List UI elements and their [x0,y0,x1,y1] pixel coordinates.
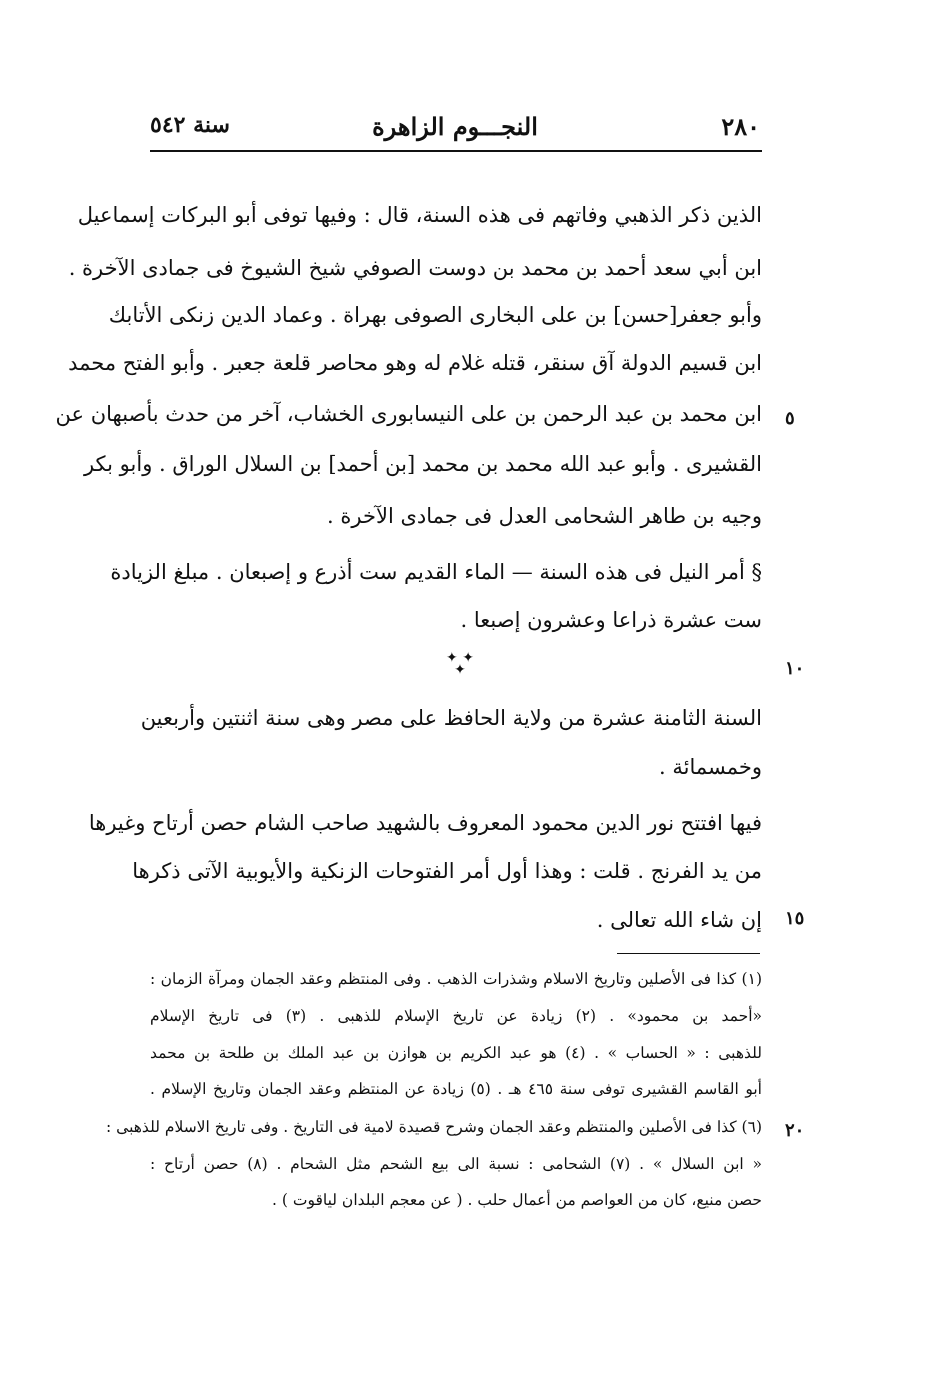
body-line: الذين ذكر الذهبي وفاتهم فى هذه السنة، قال : وفيها توفى أبو البركات إسماعيل [77,203,762,227]
header-rule [150,150,762,152]
body-line: ابن أبي سعد أحمد بن محمد بن دوست الصوفي شيخ الشيوخ فى جمادى الآخرة . [68,256,762,280]
footnote-line: حصن منيع، كان من العواصم من أعمال حلب . ( عن معجم البلدان لياقوت ) . [272,1191,762,1209]
body-line: وأبو جعفر[حسن] بن على البخارى الصوفى بهراة . وعماد الدين زنكى الأتابك [108,303,762,327]
footnote-line: للذهبى : « الحساب » . (٤) هو عبد الكريم بن هوازن بن عبد الملك بن طلحة بن محمد [150,1044,762,1062]
running-title: النجـــوم الزاهرة [372,112,538,141]
body-line: ست عشرة ذراعا وعشرون إصبعا . [460,608,762,632]
section-separator: ✦ ✦ ✦ [446,650,474,678]
body-line: فيها افتتح نور الدين محمود المعروف بالشهيد صاحب الشام حصن أرتاح وغيرها [88,811,762,835]
footnote-line: أبو القاسم القشيرى توفى سنة ٤٦٥ هـ . (٥) زيادة عن المنتظم وعقد الجمان وتاريخ الإسلام . [150,1080,762,1098]
page-number: ٢٨٠ [721,112,760,141]
margin-line-number: ٥ [785,408,795,429]
body-line: من يد الفرنج . قلت : وهذا أول أمر الفتوحات الزنكية والأيوبية الآتى ذكرها [132,859,762,883]
body-line: وجيه بن طاهر الشحامى العدل فى جمادى الآخرة . [327,504,762,528]
margin-line-number: ١٥ [785,908,805,929]
body-line: ابن قسيم الدولة آق سنقر، قتله غلام له وهو محاصر قلعة جعبر . وأبو الفتح محمد [68,351,762,375]
running-year: سنة ٥٤٢ [150,112,230,138]
footnote-line: (١) كذا فى الأصلين وتاريخ الاسلام وشذرات الذهب . وفى المنتظم وعقد الجمان ومرآة الزمان : [150,970,762,988]
footnote-line: « ابن السلال » . (٧) الشحامى : نسبة الى بيع الشحم مثل الشحام . (٨) حصن أرتاح : [150,1155,762,1173]
body-line: § أمر النيل فى هذه السنة — الماء القديم ست أذرع و إصبعان . مبلغ الزيادة [110,560,762,584]
margin-line-number: ١٠ [785,658,805,679]
margin-line-number: ٢٠ [785,1120,805,1141]
footnote-line: (٦) كذا فى الأصلين والمنتظم وعقد الجمان وشرح قصيدة لامية فى التاريخ . وفى تاريخ الاسلام للذهبى : [106,1118,762,1136]
body-line: السنة الثامنة عشرة من ولاية الحافظ على مصر وهى سنة اثنتين وأربعين [140,706,762,730]
body-line: إن شاء الله تعالى . [596,908,762,932]
body-line: ابن محمد بن عبد الرحمن بن على النيسابورى الخشاب، آخر من حدث بأصبهان عن [55,402,762,426]
body-line: وخمسمائة . [659,755,762,779]
footnote-line: «أحمد بن محمود» . (٢) زيادة عن تاريخ الإسلام للذهبى . (٣) فى تاريخ الإسلام [150,1007,762,1025]
footnote-rule [617,953,760,954]
body-line: القشيرى . وأبو عبد الله محمد بن محمد [بن أحمد] بن السلال الوراق . وأبو بكر [83,452,762,476]
running-header [150,112,760,152]
